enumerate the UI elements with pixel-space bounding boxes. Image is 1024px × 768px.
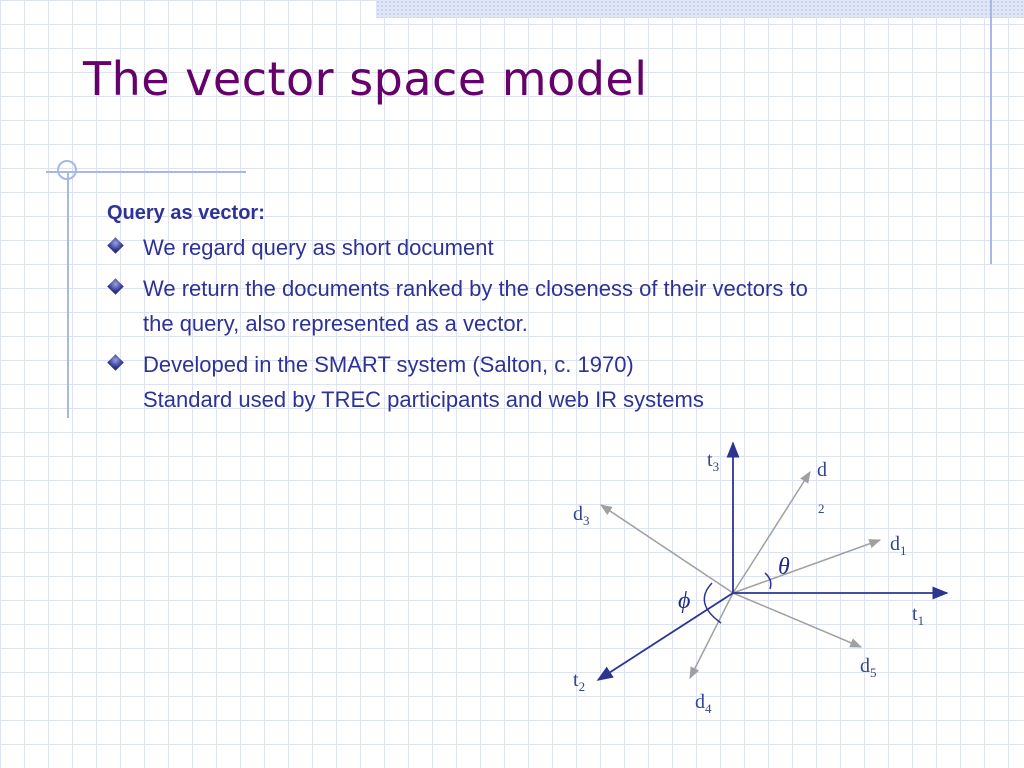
label-d5: $d_5$ <box>860 655 877 680</box>
bullet-text-continued: the query, also represented as a vector. <box>143 311 528 336</box>
vector-d5 <box>733 593 861 647</box>
label-d4: $d_4$ <box>695 691 712 716</box>
label-d2-subscript: 2 <box>818 501 825 516</box>
vector-d2 <box>733 472 810 593</box>
bullet-text: We regard query as short document <box>143 235 494 260</box>
label-phi: ϕ <box>678 588 691 614</box>
vector-d4 <box>690 593 733 678</box>
label-d3: $d_3$ <box>573 503 590 528</box>
label-t2: $t_2$ <box>573 669 586 694</box>
label-d2: d <box>817 459 827 481</box>
vector-d3 <box>601 505 733 593</box>
bullet-text: We return the documents ranked by the closeness of their vectors to <box>143 276 808 301</box>
bullet-text: Developed in the SMART system (Salton, c. 1970) <box>143 352 634 377</box>
slide-title: The vector space model <box>83 52 648 106</box>
label-theta: θ <box>778 554 790 580</box>
vector-d1 <box>733 540 880 593</box>
bullet-text-continued: Standard used by TREC participants and web IR systems <box>143 387 704 412</box>
subheading: Query as vector: <box>107 202 265 224</box>
axis-t2 <box>598 593 733 680</box>
label-t1: $t_1$ <box>912 603 925 628</box>
label-t3: $t_3$ <box>707 449 720 474</box>
label-d1: $d_1$ <box>890 533 907 558</box>
